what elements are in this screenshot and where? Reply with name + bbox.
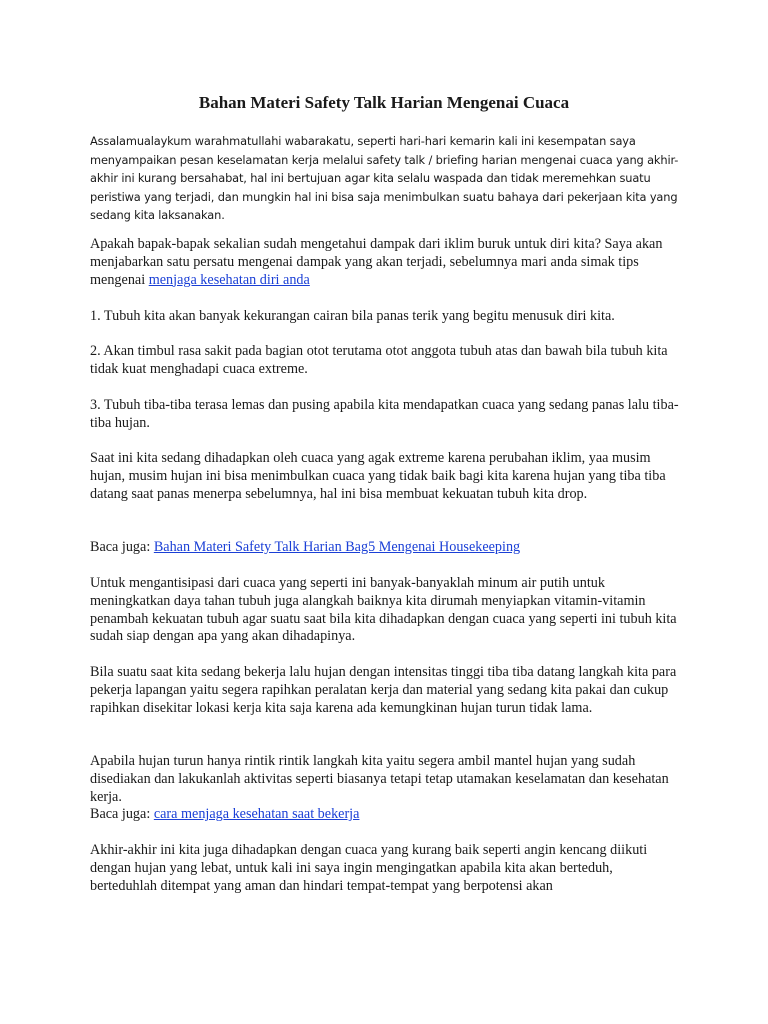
paragraph-text: Apakah bapak-bapak sekalian sudah mengetahui dampak dari iklim buruk untuk diri kita? Saya akan menjabarkan satu persatu mengenai dampak yang akan terjadi, sebelumnya mari anda simak tips mengenai bbox=[90, 236, 663, 288]
housekeeping-link[interactable]: Bahan Materi Safety Talk Harian Bag5 Mengenai Housekeeping bbox=[153, 539, 521, 555]
paragraph-anticipate: Untuk mengantisipasi dari cuaca yang seperti ini banyak-banyaklah minum air putih untuk meningkatkan daya tahan tubuh juga alangkah baiknya kita dirumah menyiapkan vitamin-vitamin penambah kekuatan tubuh agar suatu saat bila kita dihadapkan dengan cuaca yang seperti ini tubuh kita sudah siap dengan apa yang akan dihadapinya. bbox=[90, 575, 677, 645]
paragraph-rain-work: Bila suatu saat kita sedang bekerja lalu hujan dengan intensitas tinggi tiba tiba datang langkah kita para pekerja lapangan yaitu segera rapihkan peralatan kerja dan material yang sedang kita pakai dan cukup rapihkan disekitar lokasi kerja kita saja karena ada kemungkinan hujan turun tidak lama. bbox=[90, 664, 677, 716]
paragraph-question bbox=[90, 236, 680, 289]
health-tips-link[interactable]: menjaga kesehatan diri anda bbox=[148, 271, 310, 288]
list-item-2: 2. Akan timbul rasa sakit pada bagian otot terutama otot anggota tubuh atas dan bawah bila tubuh kita tidak kuat menghadapi cuaca extreme. bbox=[90, 343, 668, 377]
paragraph-text: Apabila hujan turun hanya rintik rintik langkah kita yaitu segera ambil mantel hujan yang sudah disediakan dan lakukanlah aktivitas seperti biasanya tetapi tetap utamakan keselamatan dan kesehatan kerja. bbox=[90, 753, 669, 805]
list-item-3: 3. Tubuh tiba-tiba terasa lemas dan pusing apabila kita mendapatkan cuaca yang sedang panas lalu tiba-tiba hujan. bbox=[90, 397, 679, 431]
list-item-1: 1. Tubuh kita akan banyak kekurangan cairan bila panas terik yang begitu menusuk diri kita. bbox=[90, 308, 615, 324]
work-health-link[interactable]: cara menjaga kesehatan saat bekerja bbox=[153, 806, 360, 823]
intro-paragraph: Assalamualaykum warahmatullahi wabarakatu, seperti hari-hari kemarin kali ini kesempatan saya menyampaikan pesan keselamatan kerja melalui safety talk / briefing harian mengenai cuaca yang akhir-akhir ini kurang bersahabat, hal ini bertujuan agar kita selalu waspada dan tidak meremehkan suatu peristiwa yang terjadi, dan mungkin hal ini bisa saja menimbulkan suatu bahaya dari pekerjaan kita yang sedang kita laksanakan. bbox=[90, 134, 679, 222]
paragraph-climate: Saat ini kita sedang dihadapkan oleh cuaca yang agak extreme karena perubahan iklim, yaa musim hujan, musim hujan ini bisa menimbulkan cuaca yang tidak baik bagi kita karena hujan yang tiba tiba datang saat panas menerpa sebelumnya, hal ini bisa membuat kekuatan tubuh kita drop. bbox=[90, 450, 666, 502]
read-also-label: Baca juga: bbox=[90, 539, 154, 555]
read-also-1 bbox=[90, 539, 680, 557]
page-title: Bahan Materi Safety Talk Harian Mengenai Cuaca bbox=[198, 93, 570, 112]
read-also-label: Baca juga: bbox=[90, 806, 154, 823]
paragraph-drizzle bbox=[90, 753, 680, 824]
paragraph-wind: Akhir-akhir ini kita juga dihadapkan dengan cuaca yang kurang baik seperti angin kencang diikuti dengan hujan yang lebat, untuk kali ini saya ingin mengingatkan apabila kita akan berteduh, berteduhlah ditempat yang aman dan hindari tempat-tempat yang berpotensi akan bbox=[90, 842, 648, 894]
